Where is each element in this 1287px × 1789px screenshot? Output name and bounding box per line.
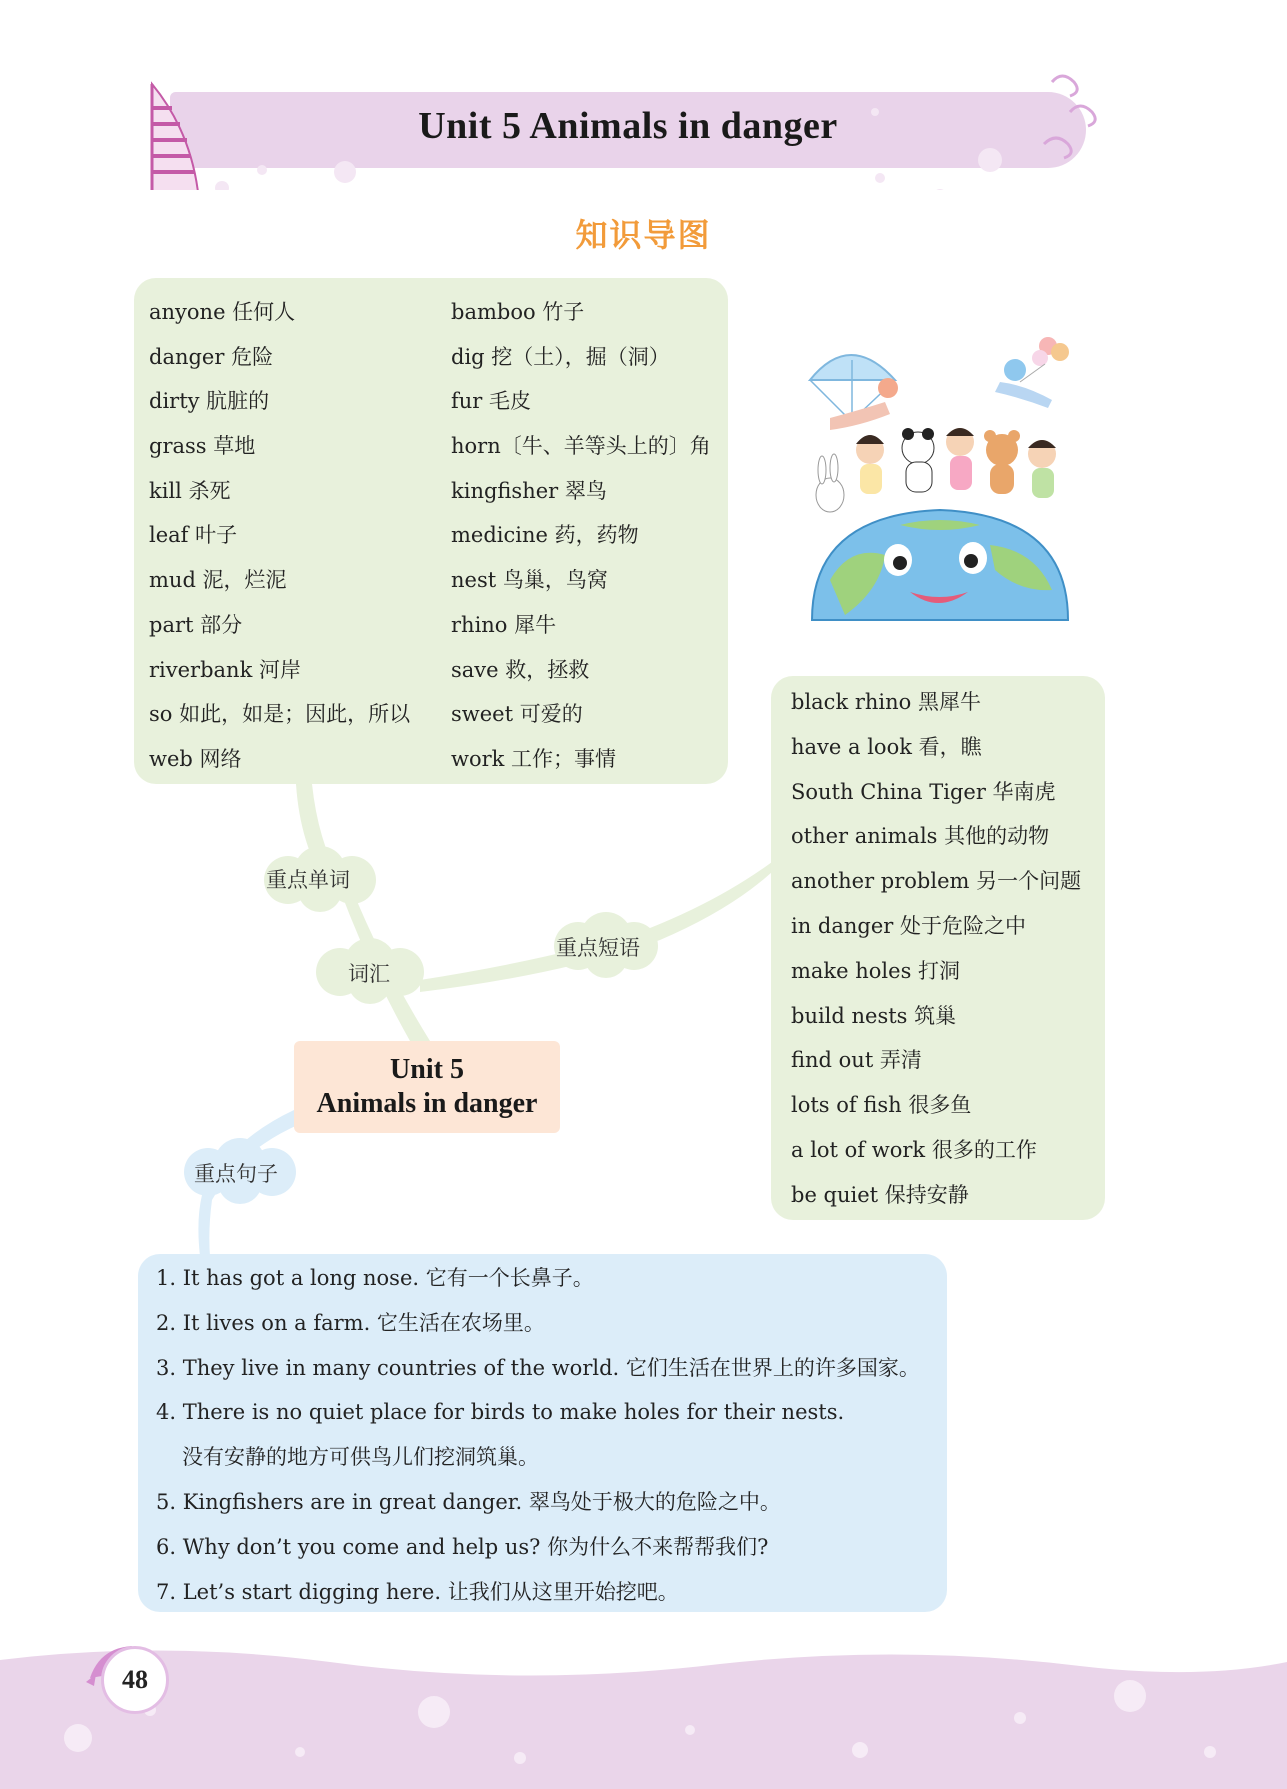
sentence-item: 4. There is no quiet place for birds to make holes for their nests. bbox=[156, 1400, 845, 1425]
label-vocabulary: 词汇 bbox=[348, 962, 390, 986]
vocab-item: kingfisher 翠鸟 bbox=[451, 478, 607, 503]
vocab-item: rhino 犀牛 bbox=[451, 612, 557, 637]
vocab-item: web 网络 bbox=[149, 746, 242, 771]
globe-animals-illustration bbox=[790, 330, 1090, 630]
vocab-item: fur 毛皮 bbox=[451, 389, 532, 414]
phrase-item: in danger 处于危险之中 bbox=[791, 913, 1026, 938]
phrase-item: lots of fish 很多鱼 bbox=[791, 1093, 972, 1118]
sentence-item: 1. It has got a long nose. 它有一个长鼻子。 bbox=[156, 1266, 594, 1290]
vocab-item: anyone 任何人 bbox=[149, 300, 296, 324]
sentence-item-continuation: 没有安静的地方可供鸟儿们挖洞筑巢。 bbox=[182, 1445, 539, 1470]
phrase-list bbox=[791, 680, 1081, 1218]
label-key-words: 重点单词 bbox=[266, 868, 350, 892]
phrase-item: find out 弄清 bbox=[791, 1048, 922, 1073]
phrase-item: another problem 另一个问题 bbox=[791, 869, 1082, 894]
vocab-item: kill 杀死 bbox=[149, 478, 231, 503]
phrase-item: be quiet 保持安静 bbox=[791, 1182, 969, 1207]
label-key-phrases: 重点短语 bbox=[556, 936, 640, 960]
vocab-item: dig 挖（土），掘（洞） bbox=[451, 344, 670, 369]
center-node-line2: Animals in danger bbox=[316, 1088, 538, 1119]
mindmap-center-node bbox=[294, 1041, 560, 1133]
sentence-item: 5. Kingfishers are in great danger. 翠鸟处于极大的危险之中。 bbox=[156, 1489, 781, 1514]
vocab-item: nest 鸟巢，鸟窝 bbox=[451, 568, 608, 593]
vocab-column-left bbox=[149, 290, 410, 782]
vocab-item: danger 危险 bbox=[149, 344, 274, 369]
phrase-item: make holes 打洞 bbox=[791, 958, 961, 983]
vocab-item: horn〔牛、羊等头上的〕角 bbox=[451, 434, 711, 459]
label-key-sentences: 重点句子 bbox=[194, 1162, 278, 1186]
vocab-item: save 救，拯救 bbox=[451, 657, 590, 682]
vocab-item: medicine 药，药物 bbox=[451, 523, 639, 548]
vocab-item: dirty 肮脏的 bbox=[149, 389, 270, 414]
vocab-item: leaf 叶子 bbox=[149, 523, 238, 548]
vocab-item: part 部分 bbox=[149, 612, 243, 637]
sentence-item: 3. They live in many countries of the world. 它们生活在世界上的许多国家。 bbox=[156, 1355, 920, 1380]
center-node-line1: Unit 5 bbox=[390, 1054, 464, 1085]
key-phrases-box bbox=[771, 676, 1105, 1220]
section-title: 知识导图 bbox=[575, 216, 712, 254]
vocab-column-right bbox=[451, 290, 711, 782]
page-number: 48 bbox=[101, 1646, 169, 1714]
vocab-item: riverbank 河岸 bbox=[149, 657, 301, 682]
sentence-item: 2. It lives on a farm. 它生活在农场里。 bbox=[156, 1310, 545, 1335]
phrase-item: have a look 看，瞧 bbox=[791, 734, 982, 759]
phrase-item: build nests 筑巢 bbox=[791, 1003, 957, 1028]
vocab-item: so 如此，如是；因此，所以 bbox=[149, 702, 411, 727]
key-sentences-box bbox=[138, 1254, 947, 1612]
phrase-item: black rhino 黑犀牛 bbox=[791, 690, 981, 714]
vocab-item: bamboo 竹子 bbox=[451, 300, 585, 324]
unit-title: Unit 5 Animals in danger bbox=[418, 105, 838, 147]
sentence-item: 6. Why don’t you come and help us? 你为什么不来帮帮我们? bbox=[156, 1534, 769, 1559]
vocab-item: mud 泥，烂泥 bbox=[149, 568, 287, 593]
phrase-item: other animals 其他的动物 bbox=[791, 824, 1050, 849]
sentence-list bbox=[156, 1256, 920, 1614]
phrase-item: a lot of work 很多的工作 bbox=[791, 1137, 1037, 1162]
vocab-item: grass 草地 bbox=[149, 434, 256, 459]
sentence-item: 7. Let’s start digging here. 让我们从这里开始挖吧。 bbox=[156, 1579, 679, 1604]
vocab-item: sweet 可爱的 bbox=[451, 702, 583, 727]
footer-wave bbox=[0, 1640, 1287, 1789]
key-words-box bbox=[134, 278, 728, 784]
phrase-item: South China Tiger 华南虎 bbox=[791, 779, 1056, 804]
vocab-item: work 工作；事情 bbox=[451, 746, 617, 771]
